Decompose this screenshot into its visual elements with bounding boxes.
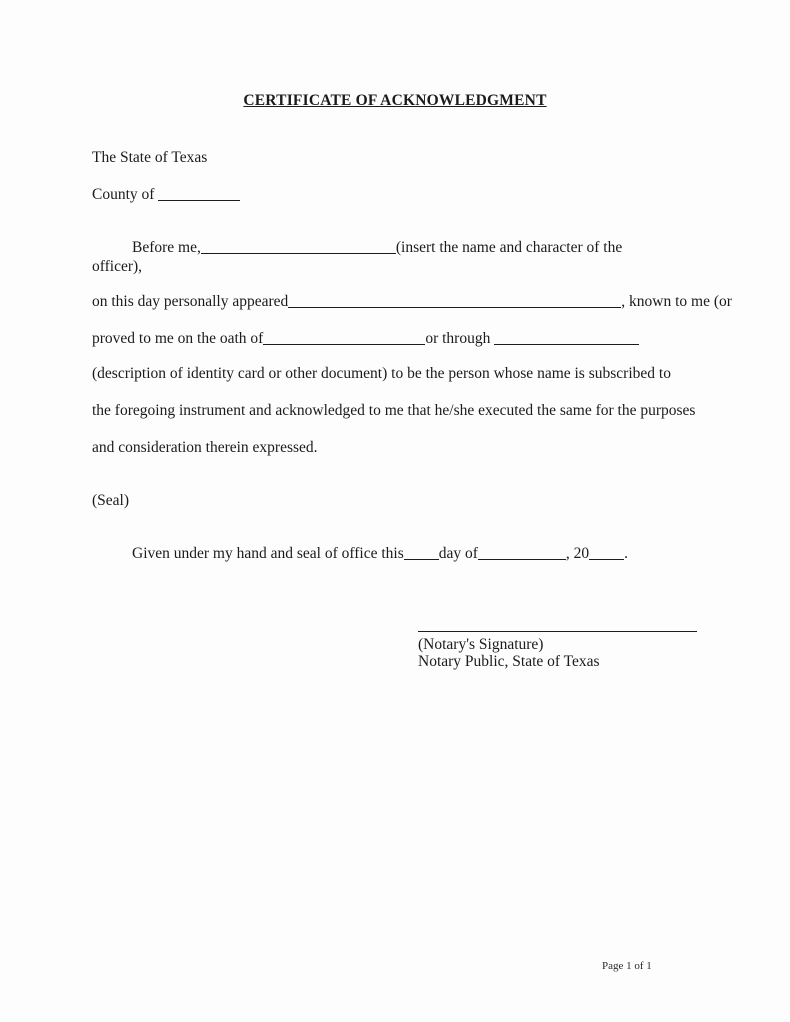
before-me-label: Before me, <box>132 239 201 256</box>
day-of-label: day of <box>438 545 478 562</box>
consideration-line: and consideration therein expressed. <box>92 439 318 456</box>
year-prefix-label: , 20 <box>565 545 590 562</box>
description-line: (description of identity card or other document) to be the person whose name is subscribed to <box>92 365 671 382</box>
through-document-blank-field[interactable] <box>494 329 639 345</box>
state-line: The State of Texas <box>92 149 208 166</box>
before-me-line <box>132 238 622 257</box>
page-number: Page 1 of 1 <box>602 960 652 972</box>
before-me-wrap-line: officer), <box>92 258 143 275</box>
day-blank-field[interactable] <box>404 544 439 560</box>
period-label: . <box>624 545 629 562</box>
appeared-line <box>92 292 732 311</box>
county-line <box>92 185 240 204</box>
or-through-label: or through <box>425 330 495 347</box>
appeared-name-blank-field[interactable] <box>288 292 621 308</box>
notary-signature-caption: (Notary's Signature) <box>418 636 544 653</box>
county-label: County of <box>92 186 159 203</box>
oath-blank-field[interactable] <box>263 329 425 345</box>
given-line <box>132 544 628 563</box>
page-title: CERTIFICATE OF ACKNOWLEDGMENT <box>243 92 547 109</box>
oath-label: proved to me on the oath of <box>92 330 264 347</box>
given-label: Given under my hand and seal of office this <box>132 545 404 562</box>
foregoing-line: the foregoing instrument and acknowledged to me that he/she executed the same for the purposes <box>92 402 696 419</box>
oath-line <box>92 329 639 348</box>
notary-public-label: Notary Public, State of Texas <box>418 653 600 670</box>
year-blank-field[interactable] <box>589 544 624 560</box>
known-to-me-label: , known to me (or <box>621 293 732 310</box>
notary-signature-line[interactable] <box>418 631 697 632</box>
officer-instruction-label: (insert the name and character of the <box>395 239 623 256</box>
seal-label: (Seal) <box>92 492 130 509</box>
county-blank-field[interactable] <box>158 185 240 201</box>
month-blank-field[interactable] <box>478 544 566 560</box>
officer-name-blank-field[interactable] <box>201 238 396 254</box>
appeared-label: on this day personally appeared <box>92 293 289 310</box>
